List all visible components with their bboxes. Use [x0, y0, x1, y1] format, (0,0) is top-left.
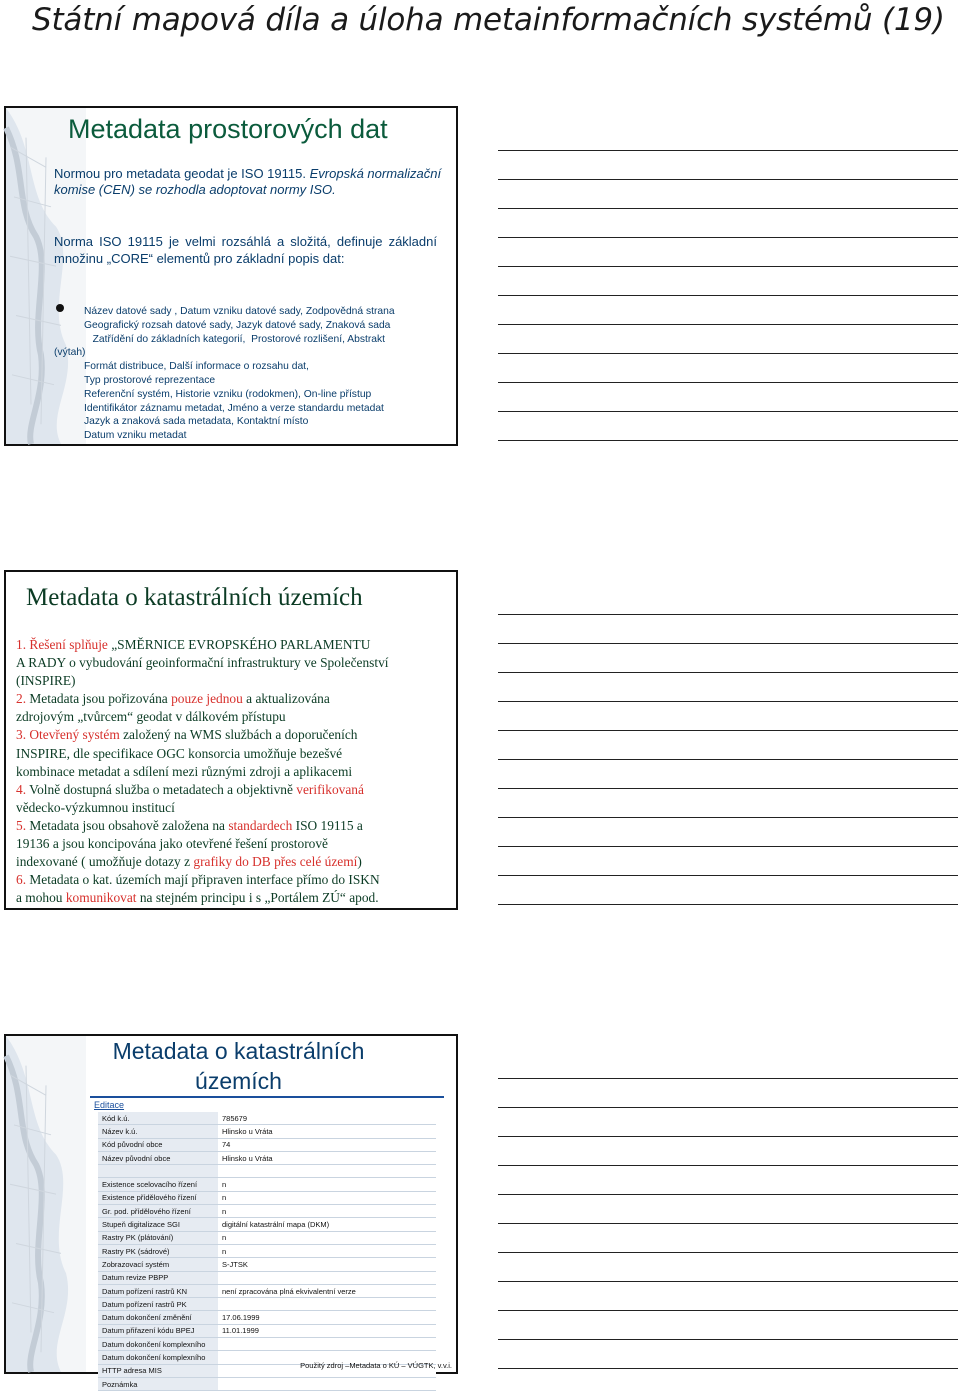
note-line — [498, 1223, 958, 1224]
text-segment: (INSPIRE) — [16, 673, 76, 689]
note-line — [498, 817, 958, 818]
list-item: Datum vzniku metadat — [84, 430, 187, 442]
row-value: Hlinsko u Vráta — [218, 1125, 436, 1138]
metadata-table — [98, 1112, 436, 1391]
row-value: n — [218, 1178, 436, 1191]
slide-metadata-spatial — [4, 106, 458, 446]
row-key: Datum dokončení změnění — [98, 1311, 218, 1324]
text-segment: Metadata jsou obsahově založena na — [29, 817, 229, 833]
text-segment: na stejném principu i s „Portálem ZÚ“ apod. — [136, 890, 379, 906]
slide-body — [16, 636, 456, 907]
table-row — [98, 1271, 436, 1284]
note-line — [498, 179, 958, 180]
body-line — [16, 871, 456, 889]
note-line — [498, 1136, 958, 1137]
note-line — [498, 295, 958, 296]
body-line — [16, 672, 456, 690]
body-line — [16, 654, 456, 672]
note-line — [498, 1194, 958, 1195]
table-row — [98, 1324, 436, 1337]
row-key: Datum pořízení rastrů PK — [98, 1298, 218, 1311]
row-key: Poznámka — [98, 1377, 218, 1390]
row-value: Hlinsko u Vráta — [218, 1151, 436, 1164]
list-item: Zatřídění do základních kategorií, Prostorové rozlišení, Abstrakt — [84, 333, 386, 345]
row-key: Existence přídělového řízení — [98, 1191, 218, 1204]
table-row — [98, 1218, 436, 1231]
row-value: 74 — [218, 1138, 436, 1151]
intro-part-1: Normou pro metadata geodat je ISO 19115. — [54, 166, 306, 181]
text-segment: 6. — [16, 872, 30, 888]
text-segment: splňuje — [69, 637, 108, 652]
row-value — [218, 1338, 436, 1351]
body-line — [16, 853, 456, 871]
row-key: Datum dokončení komplexního — [98, 1351, 218, 1364]
row-value: není zpracována plná ekvivalentní verze — [218, 1284, 436, 1297]
row-key: Gr. pod. přídělového řízení — [98, 1205, 218, 1218]
row-value: n — [218, 1191, 436, 1204]
text-segment: zdrojovým „tvůrcem“ geodat v dálkovém přístupu — [16, 709, 286, 725]
row-value — [218, 1377, 436, 1390]
table-row — [98, 1244, 436, 1257]
note-line — [498, 1368, 958, 1369]
text-segment: Volně dostupná služba o metadatech a objektivně — [29, 781, 297, 797]
row-value: n — [218, 1244, 436, 1257]
body-line — [16, 636, 456, 654]
row-key: Název k.ú. — [98, 1125, 218, 1138]
row-value: 785679 — [218, 1112, 436, 1125]
body-line — [16, 745, 456, 763]
slide-title — [76, 1036, 401, 1096]
row-key: Rastry PK (plátování) — [98, 1231, 218, 1244]
list-item: Formát distribuce, Další informace o rozsahu dat, — [84, 361, 309, 373]
note-line — [498, 643, 958, 644]
body-line — [16, 799, 456, 817]
list-item: (výtah) — [54, 347, 86, 359]
row-key — [98, 1165, 218, 1178]
text-segment: A RADY o vybudování geoinformační infrastruktury ve Společenství — [16, 655, 389, 671]
note-line — [498, 875, 958, 876]
list-item: Identifikátor záznamu metadat, Jméno a verze standardu metadat — [84, 402, 384, 414]
note-line — [498, 1339, 958, 1340]
map-decoration — [6, 1036, 86, 1372]
list-item: Typ prostorové reprezentace — [84, 374, 216, 386]
row-value: digitální katastrální mapa (DKM) — [218, 1218, 436, 1231]
intro-text — [54, 166, 444, 198]
tab-divider — [90, 1096, 444, 1098]
note-line — [498, 672, 958, 673]
row-value: 17.06.1999 — [218, 1311, 436, 1324]
body-line — [16, 835, 456, 853]
note-line — [498, 208, 958, 209]
row-key: Datum dokončení komplexního — [98, 1338, 218, 1351]
table-row — [98, 1258, 436, 1271]
note-line — [498, 1281, 958, 1282]
note-line — [498, 1165, 958, 1166]
note-line — [498, 788, 958, 789]
text-segment: vědecko-výzkumnou institucí — [16, 799, 175, 815]
text-segment: Otevřený systém — [29, 727, 120, 743]
table-row — [98, 1231, 436, 1244]
note-line — [498, 759, 958, 760]
table-row — [98, 1298, 436, 1311]
row-key: Kód k.ú. — [98, 1112, 218, 1125]
page-title: Státní mapová díla a úloha metainformačních systémů (19) — [32, 2, 945, 38]
row-key: Rastry PK (sádrové) — [98, 1244, 218, 1257]
row-key: Stupeň digitalizace SGI — [98, 1218, 218, 1231]
intro-part-2: Evropská normalizační komise (CEN) se rozhodla adoptovat normy ISO. — [54, 166, 442, 197]
row-key: HTTP adresa MIS — [98, 1364, 218, 1377]
note-line — [498, 846, 958, 847]
note-line — [498, 904, 958, 905]
slide-metadata-cadastral — [4, 570, 458, 910]
body-line — [16, 763, 456, 781]
source-caption: Použitý zdroj –Metadata o KÚ – VÚGTK, v.v.i. — [300, 1361, 452, 1370]
slide-title: Metadata o katastrálních územích — [26, 584, 363, 611]
row-value: n — [218, 1205, 436, 1218]
body-line — [16, 708, 456, 726]
text-segment: ISO 19115 a — [292, 817, 363, 833]
note-line — [498, 237, 958, 238]
core-elements-list — [54, 305, 444, 443]
row-key: Název původní obce — [98, 1151, 218, 1164]
note-line — [498, 266, 958, 267]
body-line — [16, 781, 456, 799]
note-line — [498, 411, 958, 412]
list-item: Jazyk a znaková sada metadata, Kontaktní místo — [84, 416, 309, 428]
tab-editace[interactable]: Editace — [94, 1100, 125, 1110]
list-item: Název datové sady , Datum vzniku datové sady, Zodpovědná strana — [84, 306, 395, 317]
body-line — [16, 726, 456, 744]
list-item: Geografický rozsah datové sady, Jazyk datové sady, Znaková sada — [84, 319, 391, 331]
text-segment: 2. — [16, 691, 30, 707]
row-key: Kód původní obce — [98, 1138, 218, 1151]
row-key: Datum přiřazení kódu BPEJ — [98, 1324, 218, 1337]
row-value: n — [218, 1231, 436, 1244]
body-line — [16, 690, 456, 708]
note-line — [498, 353, 958, 354]
table-row — [98, 1338, 436, 1351]
text-segment: a aktualizována — [242, 691, 330, 707]
table-row — [98, 1112, 436, 1125]
text-segment: kombinace metadat a sdílení mezi různými zdroji a aplikacemi — [16, 763, 353, 779]
slide-title-line-1: Metadata o katastrálních — [112, 1038, 365, 1064]
note-line — [498, 730, 958, 731]
note-line — [498, 614, 958, 615]
body-line — [16, 817, 456, 835]
text-segment: INSPIRE, dle specifikace OGC konsorcia umožňuje bezešvé — [16, 745, 343, 761]
text-segment: a mohou — [16, 890, 66, 906]
body-line — [16, 889, 456, 907]
text-segment: Metadata o kat. územích mají připraven interface přímo do ISKN — [29, 872, 380, 888]
text-segment: indexované ( umožňuje dotazy z — [16, 854, 194, 870]
table-row — [98, 1125, 436, 1138]
note-line — [498, 1310, 958, 1311]
row-key: Datum revize PBPP — [98, 1271, 218, 1284]
row-value: S-JTSK — [218, 1258, 436, 1271]
text-segment: 19136 a jsou koncipována jako otevřené řešení prostorově — [16, 836, 328, 852]
note-line — [498, 150, 958, 151]
text-segment: 4. — [16, 781, 30, 797]
text-segment: komunikovat — [65, 890, 137, 906]
row-value — [218, 1298, 436, 1311]
note-line — [498, 1078, 958, 1079]
row-value — [218, 1271, 436, 1284]
table-row — [98, 1377, 436, 1390]
row-value — [218, 1165, 436, 1178]
table-row — [98, 1205, 436, 1218]
text-segment: 3. — [16, 727, 30, 743]
text-segment: standardech — [228, 817, 293, 833]
text-segment: ) — [357, 854, 362, 870]
text-segment: 1. Řešení — [16, 637, 70, 652]
norm-text: Norma ISO 19115 je velmi rozsáhlá a složitá, definuje základní množinu „CORE“ elementů pro základní popis dat: — [54, 234, 437, 266]
table-row — [98, 1311, 436, 1324]
text-segment: verifikovaná — [296, 781, 364, 797]
note-line — [498, 440, 958, 441]
row-key: Datum pořízení rastrů KN — [98, 1284, 218, 1297]
slide-title-line-2: územích — [195, 1068, 282, 1094]
note-line — [498, 324, 958, 325]
text-segment: „SMĚRNICE EVROPSKÉHO PARLAMENTU — [107, 637, 371, 652]
row-key: Existence scelovacího řízení — [98, 1178, 218, 1191]
note-line — [498, 382, 958, 383]
table-row — [98, 1178, 436, 1191]
text-segment: grafiky do DB přes celé území — [193, 854, 358, 870]
table-row — [98, 1138, 436, 1151]
text-segment: založený na WMS službách a doporučeních — [119, 727, 358, 743]
text-segment: 5. — [16, 817, 30, 833]
table-row — [98, 1191, 436, 1204]
text-segment: Metadata jsou pořizována — [29, 691, 172, 707]
row-key: Zobrazovací systém — [98, 1258, 218, 1271]
note-line — [498, 701, 958, 702]
note-line — [498, 1107, 958, 1108]
row-value: 11.01.1999 — [218, 1324, 436, 1337]
note-line — [498, 1252, 958, 1253]
table-row — [98, 1151, 436, 1164]
table-row — [98, 1165, 436, 1178]
text-segment: pouze jednou — [171, 691, 243, 707]
table-row — [98, 1284, 436, 1297]
slide-metadata-cadastral-screenshot — [4, 1034, 458, 1389]
slide-title: Metadata prostorových dat — [68, 114, 388, 144]
list-item: Referenční systém, Historie vzniku (rodokmen), On-line přístup — [84, 388, 372, 400]
